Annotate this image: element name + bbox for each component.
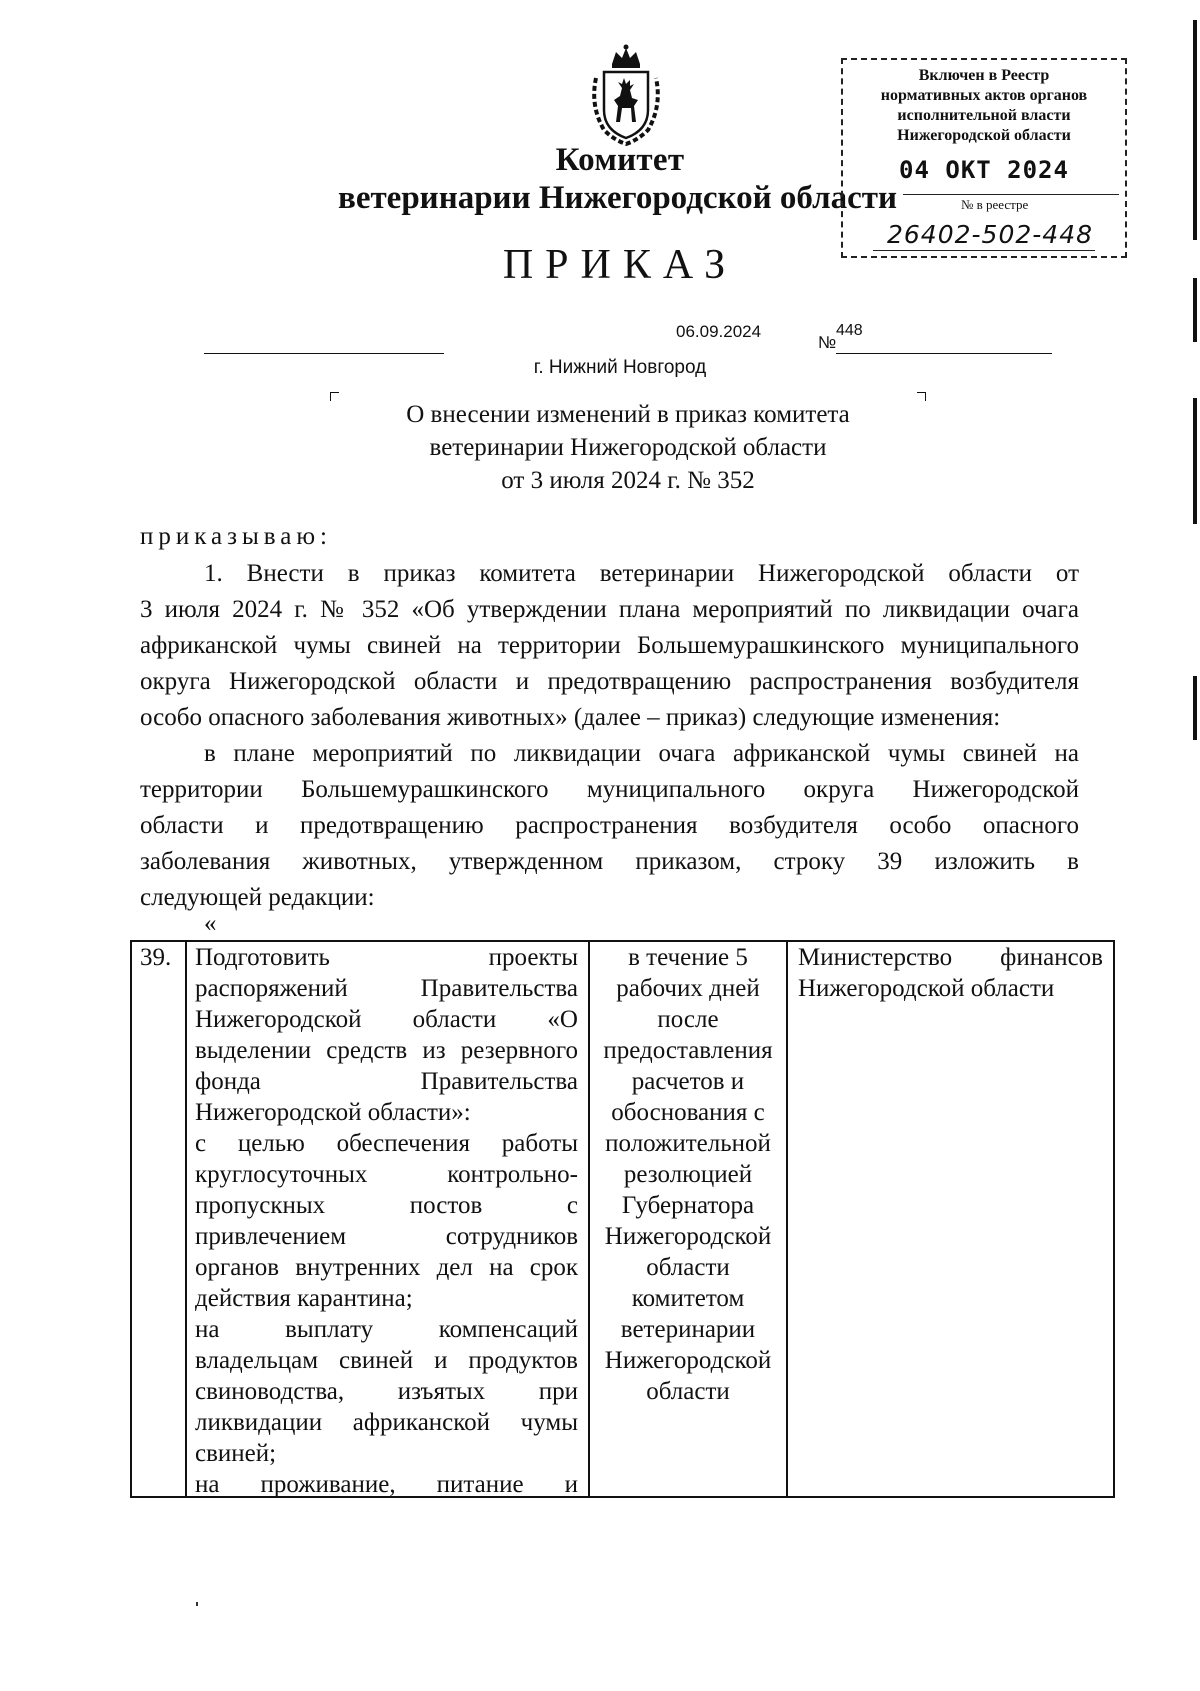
text-line: расчетов и: [631, 1068, 745, 1095]
text-line: выделении средств из резервного: [195, 1037, 578, 1064]
text-line: ликвидации африканской чумы: [195, 1409, 578, 1436]
text-line: Нижегородской области «О: [195, 1006, 578, 1033]
paragraph-2: [140, 736, 1079, 916]
text-line: области и предотвращению распространения возбудителя особо опасного: [140, 812, 1079, 839]
scan-edge-mark: [1193, 20, 1197, 240]
order-date: 06.09.2024: [676, 322, 762, 341]
text-line: круглосуточных контрольно-: [195, 1161, 578, 1188]
text-line: Нижегородской: [604, 1347, 772, 1374]
scan-edge-mark: [1193, 676, 1197, 740]
text-line: ветеринарии: [620, 1316, 756, 1343]
text-line: свиней;: [195, 1440, 277, 1467]
text-line: владельцам свиней и продуктов: [195, 1347, 578, 1374]
text-line: фонда Правительства: [195, 1068, 578, 1095]
stamp-divider: [903, 194, 1119, 195]
text-line: свиноводства, изъятых при: [195, 1378, 578, 1405]
deadline-text: [594, 942, 782, 1407]
scan-edge-mark: [1193, 278, 1197, 342]
text-line: области: [646, 1254, 730, 1281]
date-underline: [204, 353, 444, 354]
committee-title: Комитет: [555, 142, 685, 178]
committee-subtitle: ветеринарии Нижегородской области: [338, 180, 897, 216]
order-subject: [0, 398, 1200, 497]
text-line: привлечением сотрудников: [195, 1223, 578, 1250]
text-line: с целью обеспечения работы: [195, 1130, 578, 1157]
text-line: действия карантина;: [195, 1285, 413, 1312]
table-cell-responsible: [788, 942, 1113, 1496]
text-line: пропускных постов с: [195, 1192, 578, 1219]
stamp-line: Включен в Реестр: [918, 67, 1050, 84]
text-line: Нижегородской области»:: [195, 1099, 471, 1126]
text-line: органов внутренних дел на срок: [195, 1254, 578, 1281]
table-cell-deadline: [590, 942, 788, 1496]
text-line: обоснования с: [611, 1099, 765, 1126]
coat-of-arms-icon: [586, 44, 666, 148]
text-line: африканской чумы свиней на территории Большемурашкинского муниципального: [140, 632, 1079, 659]
text-line: 3 июля 2024 г. № 352 «Об утверждении плана мероприятий по ликвидации очага: [140, 596, 1079, 623]
text-line: на проживание, питание и: [195, 1471, 578, 1498]
number-underline: [836, 353, 1052, 354]
stamp-line: исполнительной власти: [897, 107, 1071, 124]
opening-quote: «: [204, 910, 217, 937]
text-line: Подготовить проекты: [195, 944, 578, 971]
text-line: предоставления: [603, 1037, 773, 1064]
stamp-underline: [873, 250, 1095, 251]
text-line: рабочих дней: [616, 975, 760, 1002]
text-line: на выплату компенсаций: [195, 1316, 578, 1343]
measure-text: [195, 942, 578, 1500]
text-line: резолюцией: [623, 1161, 753, 1188]
order-number: 448: [836, 322, 863, 339]
text-line: округа Нижегородской области и предотвращению распространения возбудителя: [140, 668, 1079, 695]
text-line: Нижегородской: [604, 1223, 772, 1250]
row-number: 39.: [140, 944, 172, 971]
text-line: в течение 5: [628, 944, 748, 971]
stamp-line: нормативных актов органов: [880, 87, 1088, 104]
text-line: Губернатора: [621, 1192, 755, 1219]
stamp-registry-number: 26402-502-448: [887, 220, 1094, 249]
responsible-text: [798, 942, 1103, 1004]
order-directive: приказываю:: [140, 523, 332, 550]
paragraph-1: [140, 556, 1079, 736]
text-line: положительной: [605, 1130, 771, 1157]
text-line: распоряжений Правительства: [195, 975, 578, 1002]
subject-line: О внесении изменений в приказ комитета: [406, 401, 850, 428]
stamp-date: 04 ОКТ 2024: [899, 156, 1069, 184]
document-type-title: ПРИКАЗ: [502, 242, 738, 288]
text-line: 1. Внести в приказ комитета ветеринарии Нижегородской области от: [204, 560, 1079, 587]
text-line: в плане мероприятий по ликвидации очага африканской чумы свиней на: [204, 740, 1079, 767]
order-number-label: №: [818, 333, 837, 352]
text-line: комитетом: [631, 1285, 745, 1312]
text-line: особо опасного заболевания животных» (далее – приказ) следующие изменения:: [140, 704, 1001, 731]
plan-table-row-39: [130, 940, 1115, 1498]
stamp-line: Нижегородской области: [897, 127, 1071, 144]
table-cell-measure: [187, 942, 590, 1496]
text-line: Министерство финансов: [798, 944, 1103, 971]
text-line: после: [657, 1006, 719, 1033]
subject-line: от 3 июля 2024 г. № 352: [501, 467, 755, 494]
text-line: территории Большемурашкинского муниципального округа Нижегородской: [140, 776, 1079, 803]
text-line: Нижегородской области: [798, 975, 1055, 1002]
scan-edge-mark: [1193, 398, 1197, 524]
text-line: заболевания животных, утвержденном приказом, строку 39 изложить в: [140, 848, 1079, 875]
registry-stamp: [841, 58, 1127, 258]
stamp-registry-label: № в реестре: [961, 197, 1029, 212]
city: г. Нижний Новгород: [533, 357, 707, 378]
scan-speck: [196, 1602, 198, 1606]
table-cell-number: [132, 942, 187, 1496]
text-line: следующей редакции:: [140, 884, 375, 911]
text-line: области: [646, 1378, 730, 1405]
subject-line: ветеринарии Нижегородской области: [429, 434, 827, 461]
